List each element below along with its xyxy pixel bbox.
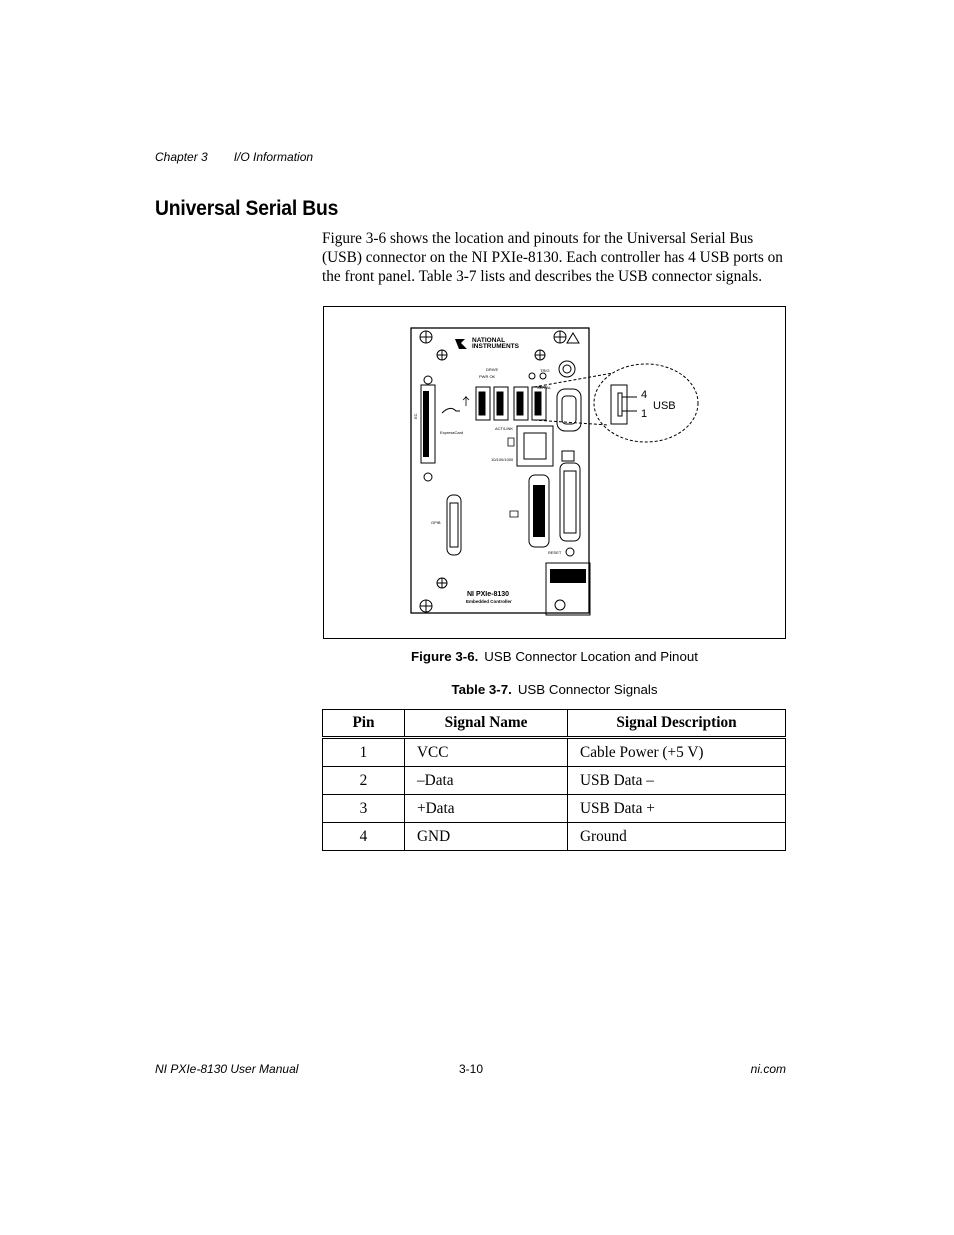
usb-port-detail <box>611 385 627 424</box>
reset-label: RESET <box>548 550 562 555</box>
cell-signal-description: Cable Power (+5 V) <box>568 738 786 767</box>
speed-label: 10/100/1000 <box>491 457 514 462</box>
table-caption-label: Table 3-7. <box>451 682 512 697</box>
brand-line-1: NATIONAL <box>472 337 506 344</box>
gpib-label: GPIB <box>431 520 441 525</box>
figure-usb-connector <box>323 306 786 639</box>
cell-signal-name: GND <box>405 823 568 851</box>
serial-label: SERIAL <box>537 385 552 390</box>
footer-page-number: 3-10 <box>459 1062 484 1076</box>
cell-pin: 1 <box>323 738 405 767</box>
column-header-signal-description: Signal Description <box>568 710 786 738</box>
cell-signal-description: USB Data – <box>568 767 786 795</box>
table-row <box>323 767 786 795</box>
brand-line-2: INSTRUMENTS <box>472 343 519 350</box>
callout-pin-1: 1 <box>641 408 648 420</box>
cell-signal-name: VCC <box>405 738 568 767</box>
table-row <box>323 738 786 767</box>
section-title: Universal Serial Bus <box>155 197 339 220</box>
footer-website: ni.com <box>750 1062 786 1076</box>
chapter-label: Chapter 3 <box>155 150 208 164</box>
figure-caption-label: Figure 3-6. <box>411 649 479 664</box>
usb-callout-circle <box>594 364 698 442</box>
expresscard-label: ExpressCard <box>440 430 464 435</box>
table-caption-text: USB Connector Signals <box>517 682 658 697</box>
figure-caption-text: USB Connector Location and Pinout <box>484 649 698 664</box>
panel-model-sub-label: Embedded Controller <box>466 599 512 604</box>
cell-pin: 4 <box>323 823 405 851</box>
figure-caption <box>323 649 786 664</box>
led-pwr-label: PWR OK <box>479 374 496 379</box>
cell-signal-name: +Data <box>405 795 568 823</box>
panel-model-label: NI PXIe-8130 <box>467 591 510 598</box>
cell-signal-description: Ground <box>568 823 786 851</box>
led-drive-label: DRIVE <box>486 367 499 372</box>
callout-usb-label: USB <box>653 400 676 412</box>
usb-signals-table <box>322 709 786 851</box>
slot-label: EC <box>413 413 418 419</box>
running-header <box>155 150 313 164</box>
table-row <box>323 823 786 851</box>
table-row <box>323 795 786 823</box>
chapter-section: I/O Information <box>233 150 314 164</box>
callout-pin-4: 4 <box>641 389 648 401</box>
trig-label: TRIG <box>540 368 550 373</box>
cell-signal-name: –Data <box>405 767 568 795</box>
intro-paragraph: Figure 3-6 shows the location and pinouts for the Universal Serial Bus (USB) connector on the NI PXIe-8130. Each controller has 4 USB ports on the front panel. Table 3-7 lists and describes the USB connector signals. <box>322 230 783 285</box>
table-header-row <box>323 710 786 738</box>
column-header-pin: Pin <box>323 710 405 738</box>
cell-pin: 2 <box>323 767 405 795</box>
footer-manual-title: NI PXIe-8130 User Manual <box>155 1062 299 1076</box>
front-panel-diagram <box>324 307 785 638</box>
act-link-label: ACT/LINK <box>495 426 514 431</box>
cell-signal-description: USB Data + <box>568 795 786 823</box>
column-header-signal-name: Signal Name <box>405 710 568 738</box>
table-caption <box>323 682 786 697</box>
cell-pin: 3 <box>323 795 405 823</box>
